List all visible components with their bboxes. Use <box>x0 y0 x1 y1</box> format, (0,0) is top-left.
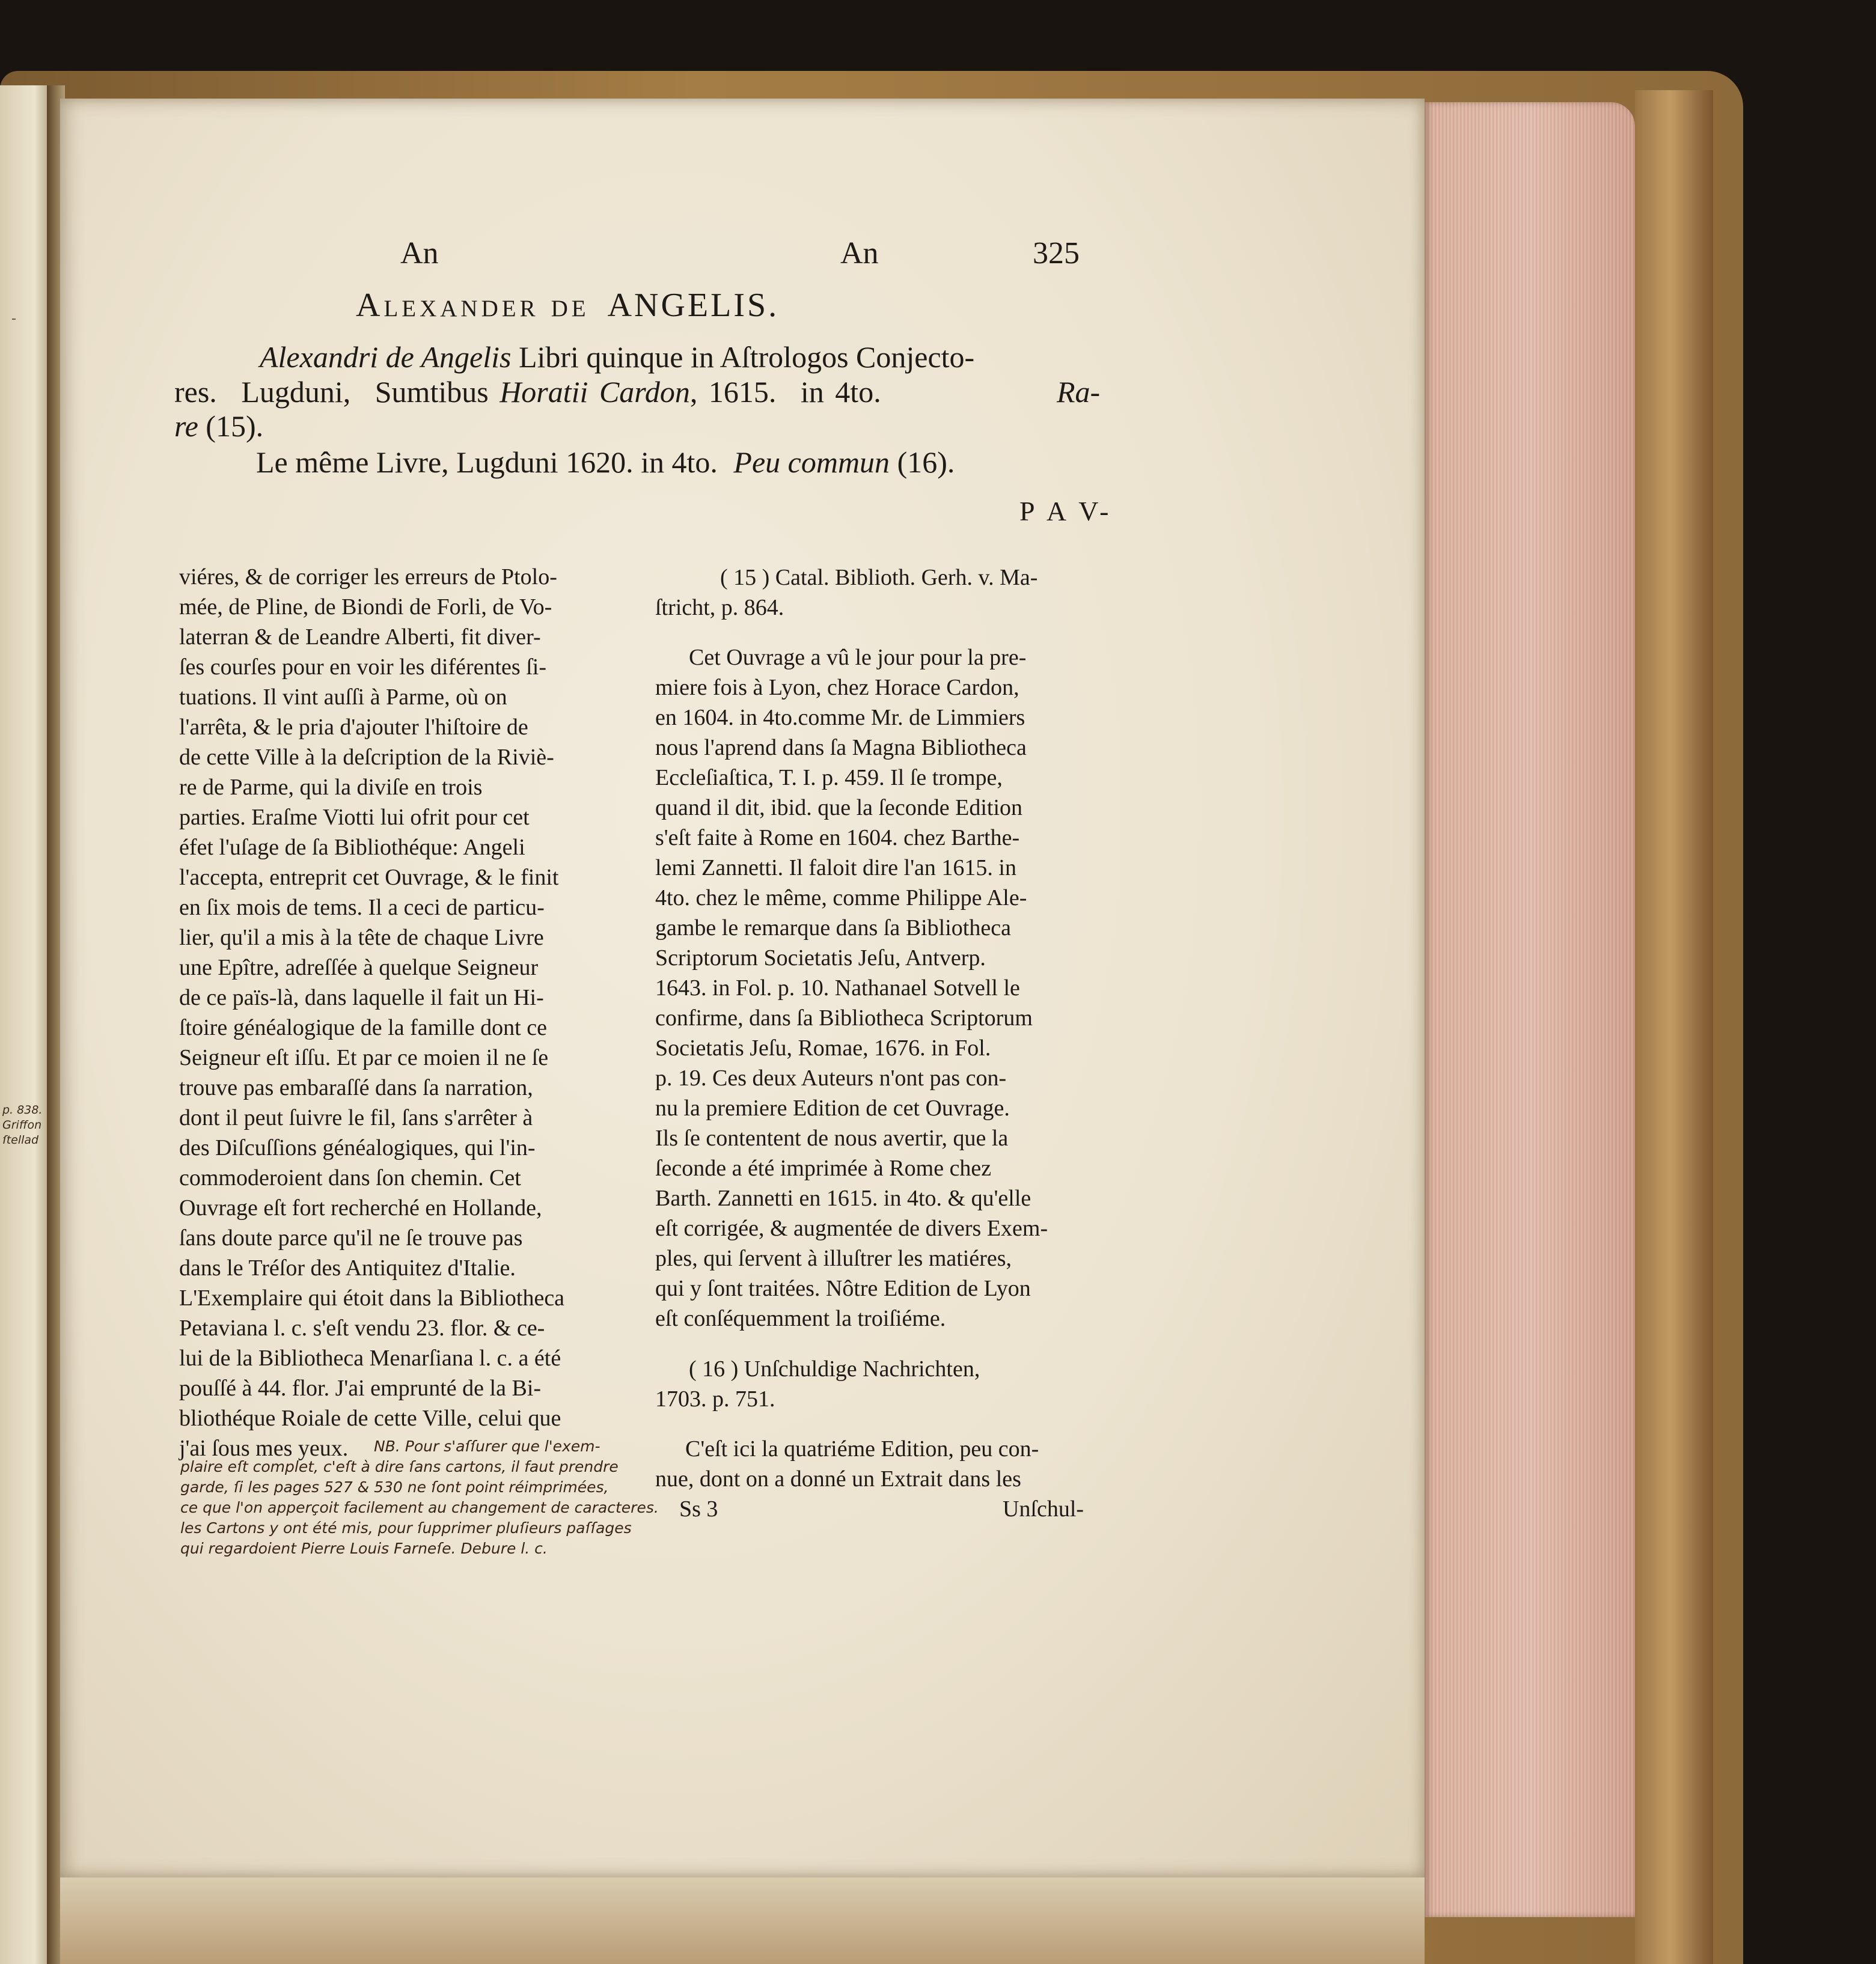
left-col-line: commoderoient dans ſon chemin. Cet <box>179 1165 521 1191</box>
right-col-line: eſt corrigée, & augmentée de divers Exem- <box>655 1216 1048 1241</box>
entry-author-italic: Alexandri de Angelis <box>260 340 512 374</box>
footnote-ref: (16). <box>897 445 955 479</box>
right-col-line: Ils ſe contentent de nous avertir, que la <box>655 1126 1009 1151</box>
catchword-bottom: Unſchul- <box>1003 1496 1084 1522</box>
left-col-line: une Epître, adreſſée à quelque Seigneur <box>179 955 539 980</box>
right-col-line: nue, dont on a donné un Extrait dans les <box>655 1466 1021 1492</box>
left-col-line: Petaviana l. c. s'eſt vendu 23. flor. & ce- <box>179 1316 545 1341</box>
entry-line <box>260 342 974 372</box>
left-col-line: ſes courſes pour en voir les diférentes ſi- <box>179 654 546 680</box>
entry-rare-label: Ra- <box>1057 375 1101 409</box>
left-col-line: ſans doute parce qu'il ne ſe trouve pas <box>179 1225 523 1251</box>
entry-text: Sumtibus <box>374 375 489 409</box>
left-col-line: éfet l'uſage de ſa Bibliothéque: Angeli <box>179 835 525 860</box>
entry-line <box>174 411 263 441</box>
left-col-line: j'ai ſous mes yeux. <box>179 1436 349 1461</box>
right-col-line: 4to. chez le même, comme Philippe Ale- <box>655 885 1027 910</box>
footnote-16: ( 16 ) Unſchuldige Nachrichten, <box>689 1356 980 1382</box>
footnote-ref: (15). <box>206 409 264 443</box>
handwritten-line: les Cartons y ont été mis, pour ſupprimer pluſieurs paſſages <box>180 1519 632 1537</box>
left-col-line: pouſſé à 44. flor. J'ai emprunté de la Bi- <box>179 1376 542 1401</box>
left-col-line: lier, qu'il a mis à la tête de chaque Livre <box>179 925 544 950</box>
title-author-name: ANGELIS. <box>607 287 780 324</box>
left-col-line: tuations. Il vint auſſi à Parme, où on <box>179 685 507 710</box>
right-col-line: Scriptorum Societatis Jeſu, Antverp. <box>655 945 986 971</box>
signature-mark: Ss 3 <box>679 1496 718 1522</box>
left-col-line: trouve pas embaraſſé dans ſa narration, <box>179 1075 533 1100</box>
page-number: 325 <box>1033 236 1080 270</box>
left-col-line: parties. Eraſme Viotti lui ofrit pour cet <box>179 805 530 830</box>
handwritten-line: qui regardoient Pierre Louis Farneſe. Debure l. c. <box>180 1540 548 1557</box>
left-col-line: Seigneur eſt iſſu. Et par ce moien il ne ſe <box>179 1045 549 1070</box>
right-col-line: Barth. Zannetti en 1615. in 4to. & qu'elle <box>655 1186 1031 1211</box>
right-col-line: ſeconde a été imprimée à Rome chez <box>655 1156 992 1181</box>
running-header-left: An <box>400 236 439 270</box>
left-page-mark <box>12 319 16 320</box>
left-col-line: de ce païs-là, dans laquelle il fait un Hi- <box>179 985 544 1010</box>
right-col-line: nu la premiere Edition de cet Ouvrage. <box>655 1096 1010 1121</box>
left-col-line: laterran & de Leandre Alberti, fit diver- <box>179 624 541 650</box>
entry-text: in 4to. <box>800 375 881 409</box>
right-col-line: gambe le remarque dans ſa Bibliotheca <box>655 915 1011 941</box>
left-col-line: L'Exemplaire qui étoit dans la Bibliotheca <box>179 1285 565 1311</box>
right-col-line: en 1604. in 4to.comme Mr. de Limmiers <box>655 705 1025 730</box>
entry-title <box>356 288 779 322</box>
entry-text: Lugduni, <box>241 375 351 409</box>
running-header-center: An <box>840 236 879 270</box>
left-col-line: re de Parme, qui la diviſe en trois <box>179 775 483 800</box>
right-col-line: Societatis Jeſu, Romae, 1676. in Fol. <box>655 1035 991 1061</box>
handwritten-line: garde, ſi les pages 527 & 530 ne ſont point réimprimées, <box>180 1478 609 1496</box>
left-col-line: Ouvrage eſt fort recherché en Hollande, <box>179 1195 542 1221</box>
margin-handwritten-note <box>2 1103 42 1148</box>
handwritten-line: ce que l'on apperçoit facilement au changement de caracteres. <box>180 1499 659 1516</box>
left-page-edge <box>0 85 49 1964</box>
left-col-line: bliothéque Roiale de cette Ville, celui que <box>179 1406 561 1431</box>
right-col-line: miere fois à Lyon, chez Horace Cardon, <box>655 675 1019 700</box>
left-col-line: de cette Ville à la deſcription de la Riviè- <box>179 745 554 770</box>
entry-line <box>256 447 955 477</box>
left-col-line: l'arrêta, & le pria d'ajouter l'hiſtoire de <box>179 715 528 740</box>
title-author-prefix: Alexander de <box>356 287 590 324</box>
right-col-line: ſtricht, p. 864. <box>655 595 784 620</box>
handwritten-line: plaire eſt complet, c'eſt à dire ſans cartons, il faut prendre <box>180 1458 619 1475</box>
right-col-line: nous l'aprend dans ſa Magna Bibliotheca <box>655 735 1027 760</box>
handwritten-line: NB. Pour s'aſſurer que l'exem- <box>374 1438 600 1455</box>
entry-text: Le même Livre, Lugduni 1620. in 4to. <box>256 445 718 479</box>
right-col-line: qui y ſont traitées. Nôtre Edition de Lyon <box>655 1276 1031 1301</box>
left-col-line: lui de la Bibliotheca Menarſiana l. c. a été <box>179 1346 561 1371</box>
right-col-line: s'eſt faite à Rome en 1604. chez Barthe- <box>655 825 1020 850</box>
left-col-line: dont il peut ſuivre le fil, ſans s'arrêter à <box>179 1105 533 1130</box>
margin-note-line: ſtellad <box>2 1133 39 1147</box>
page-bottom-shadow <box>60 1877 1425 1964</box>
right-col-line: p. 19. Ces deux Auteurs n'ont pas con- <box>655 1066 1007 1091</box>
entry-text: , 1615. <box>689 375 777 409</box>
right-col-line: confirme, dans ſa Bibliotheca Scriptorum <box>655 1005 1033 1031</box>
left-col-line: des Diſcuſſions généalogiques, qui l'in- <box>179 1135 536 1160</box>
right-col-line: C'eſt ici la quatriéme Edition, peu con- <box>685 1436 1039 1462</box>
page-fore-edge <box>1425 102 1635 1917</box>
right-col-line: 1703. p. 751. <box>655 1386 775 1412</box>
left-col-line: viéres, & de corriger les erreurs de Ptolo- <box>179 564 557 590</box>
entry-rarity-italic: Peu commun <box>733 445 890 479</box>
footnote-15: ( 15 ) Catal. Biblioth. Gerh. v. Ma- <box>720 565 1038 590</box>
entry-text: Libri quinque in Aſtrologos Conjecto- <box>518 340 975 374</box>
left-col-line: l'accepta, entreprit cet Ouvrage, & le finit <box>179 865 559 890</box>
right-col-line: Eccleſiaſtica, T. I. p. 459. Il ſe trompe, <box>655 765 1003 790</box>
right-col-line: ples, qui ſervent à illuſtrer les matiéres, <box>655 1246 1012 1271</box>
margin-note-line: p. 838. <box>2 1103 43 1117</box>
right-col-line: eſt conſéquemment la troiſiéme. <box>655 1306 946 1331</box>
left-col-line: mée, de Pline, de Biondi de Forli, de Vo- <box>179 594 552 620</box>
book-page <box>60 99 1425 1877</box>
left-col-line: en ſix mois de tems. Il a ceci de particu- <box>179 895 545 920</box>
entry-text: res. <box>174 375 217 409</box>
entry-line <box>174 377 881 407</box>
margin-note-line: Griffon <box>2 1118 42 1132</box>
left-col-line: dans le Tréſor des Antiquitez d'Italie. <box>179 1255 516 1281</box>
right-col-line: Cet Ouvrage a vû le jour pour la pre- <box>689 645 1027 670</box>
catchword-top: P A V- <box>1019 496 1113 526</box>
left-col-line: ſtoire généalogique de la famille dont ce <box>179 1015 547 1040</box>
right-col-line: quand il dit, ibid. que la ſeconde Edition <box>655 795 1023 820</box>
right-col-line: lemi Zannetti. Il faloit dire l'an 1615. in <box>655 855 1016 880</box>
entry-rare-label-cont: re <box>174 409 198 443</box>
entry-publisher-italic: Horatii Cardon <box>500 375 690 409</box>
back-cover-edge <box>1635 90 1713 1964</box>
right-col-line: 1643. in Fol. p. 10. Nathanael Sotvell le <box>655 975 1020 1001</box>
